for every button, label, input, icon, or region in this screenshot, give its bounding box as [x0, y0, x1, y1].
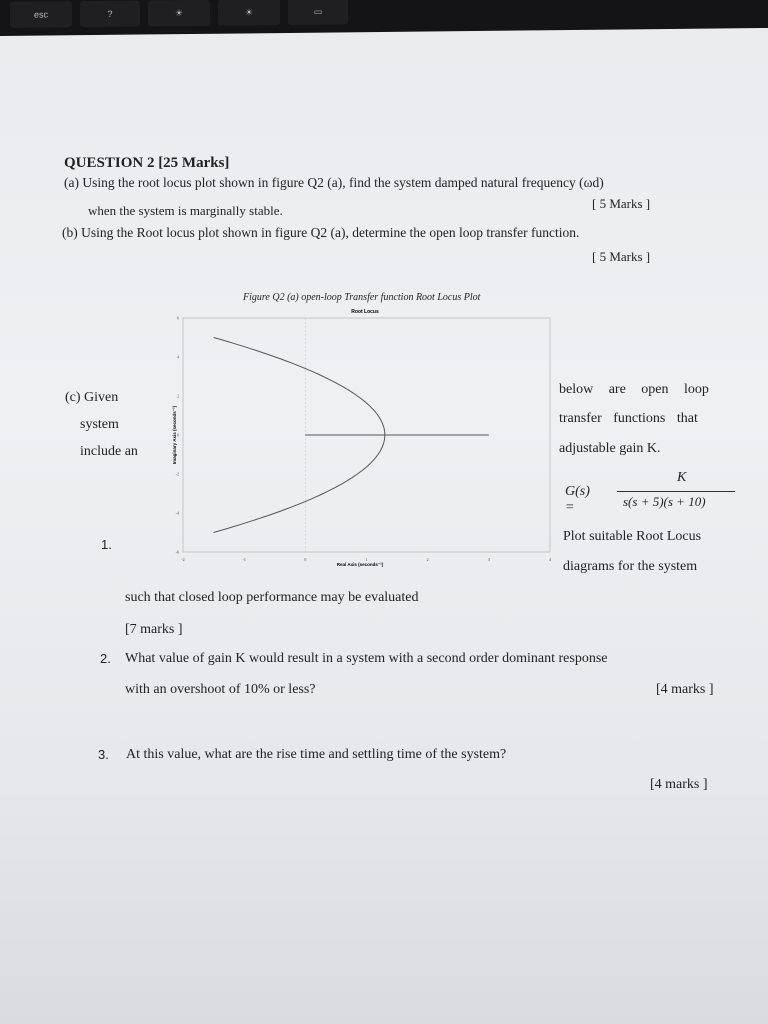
fraction-bar: [617, 491, 735, 492]
item-3-number: 3.: [98, 747, 109, 762]
part-a-text: (a) Using the root locus plot shown in figure Q2 (a), find the system damped natural frequency (ωd): [64, 175, 604, 190]
x-tick-label: -1: [242, 557, 246, 562]
item-3-text: At this value, what are the rise time and settling time of the system?: [126, 747, 507, 762]
x-tick-label: 2: [426, 557, 429, 562]
laptop-keyboard-edge: [0, 0, 768, 36]
key-f1: ?: [80, 1, 140, 28]
y-tick-label: -2: [175, 471, 179, 477]
root-locus-plot: [150, 280, 570, 580]
item-2-text: What value of gain K would result in a system with a second order dominant response: [125, 651, 608, 666]
tf-numerator: K: [677, 470, 687, 485]
part-c-right-4: Plot suitable Root Locus: [563, 529, 702, 544]
part-b-text: (b) Using the Root locus plot shown in figure Q2 (a), determine the open loop transfer function.: [62, 225, 580, 240]
part-c-left-2: system: [80, 417, 119, 432]
x-tick-label: 1: [365, 557, 368, 562]
figure-caption: Figure Q2 (a) open-loop Transfer function Root Locus Plot: [243, 292, 481, 303]
part-c-left-3: include an: [80, 444, 138, 459]
tf-denominator: s(s + 5)(s + 10): [623, 494, 706, 509]
x-tick-label: -2: [181, 557, 185, 562]
item-1-number: 1.: [101, 537, 112, 552]
x-tick-label: 4: [549, 557, 551, 562]
y-tick-label: -4: [175, 510, 179, 516]
part-a-marks: [ 5 Marks ]: [592, 196, 651, 211]
item-2-number: 2.: [100, 651, 111, 666]
part-a-text-cont: when the system is marginally stable.: [88, 203, 283, 218]
plot-title: Root Locus: [351, 309, 379, 315]
part-c-right-3: adjustable gain K.: [559, 441, 661, 456]
key-esc: esc: [10, 1, 72, 28]
y-tick-label: 6: [177, 315, 179, 321]
y-tick-label: 4: [177, 354, 179, 360]
x-axis-label: Real Axis (seconds⁻¹): [336, 562, 384, 567]
item-1-continued: such that closed loop performance may be evaluated: [125, 590, 419, 605]
part-b-marks: [ 5 Marks ]: [592, 249, 651, 264]
tf-lhs: G(s) =: [565, 484, 590, 515]
key-f2-brightness-icon: ☀: [148, 0, 210, 26]
y-axis-label: Imaginary Axis (seconds⁻¹): [172, 405, 177, 465]
part-c-right-5: diagrams for the system: [563, 559, 698, 574]
item-2-text-cont: with an overshoot of 10% or less?: [125, 682, 316, 697]
question-title: QUESTION 2 [25 Marks]: [64, 155, 230, 171]
y-tick-label: 0: [177, 432, 179, 438]
item-1-marks: [7 marks ]: [125, 622, 183, 637]
part-c-right-1: below are open loop: [559, 382, 709, 397]
x-tick-label: 3: [487, 557, 490, 562]
part-c-left-1: (c) Given: [65, 390, 119, 405]
x-tick-label: 0: [304, 557, 307, 562]
y-tick-label: 2: [177, 393, 179, 399]
item-3-marks: [4 marks ]: [650, 777, 708, 792]
key-f4: ▭: [288, 0, 348, 25]
part-c-right-2: transfer functions that: [559, 411, 698, 426]
key-f3-brightness-icon: ☀: [218, 0, 280, 26]
y-tick-label: -6: [175, 549, 179, 555]
item-2-marks: [4 marks ]: [656, 682, 714, 697]
